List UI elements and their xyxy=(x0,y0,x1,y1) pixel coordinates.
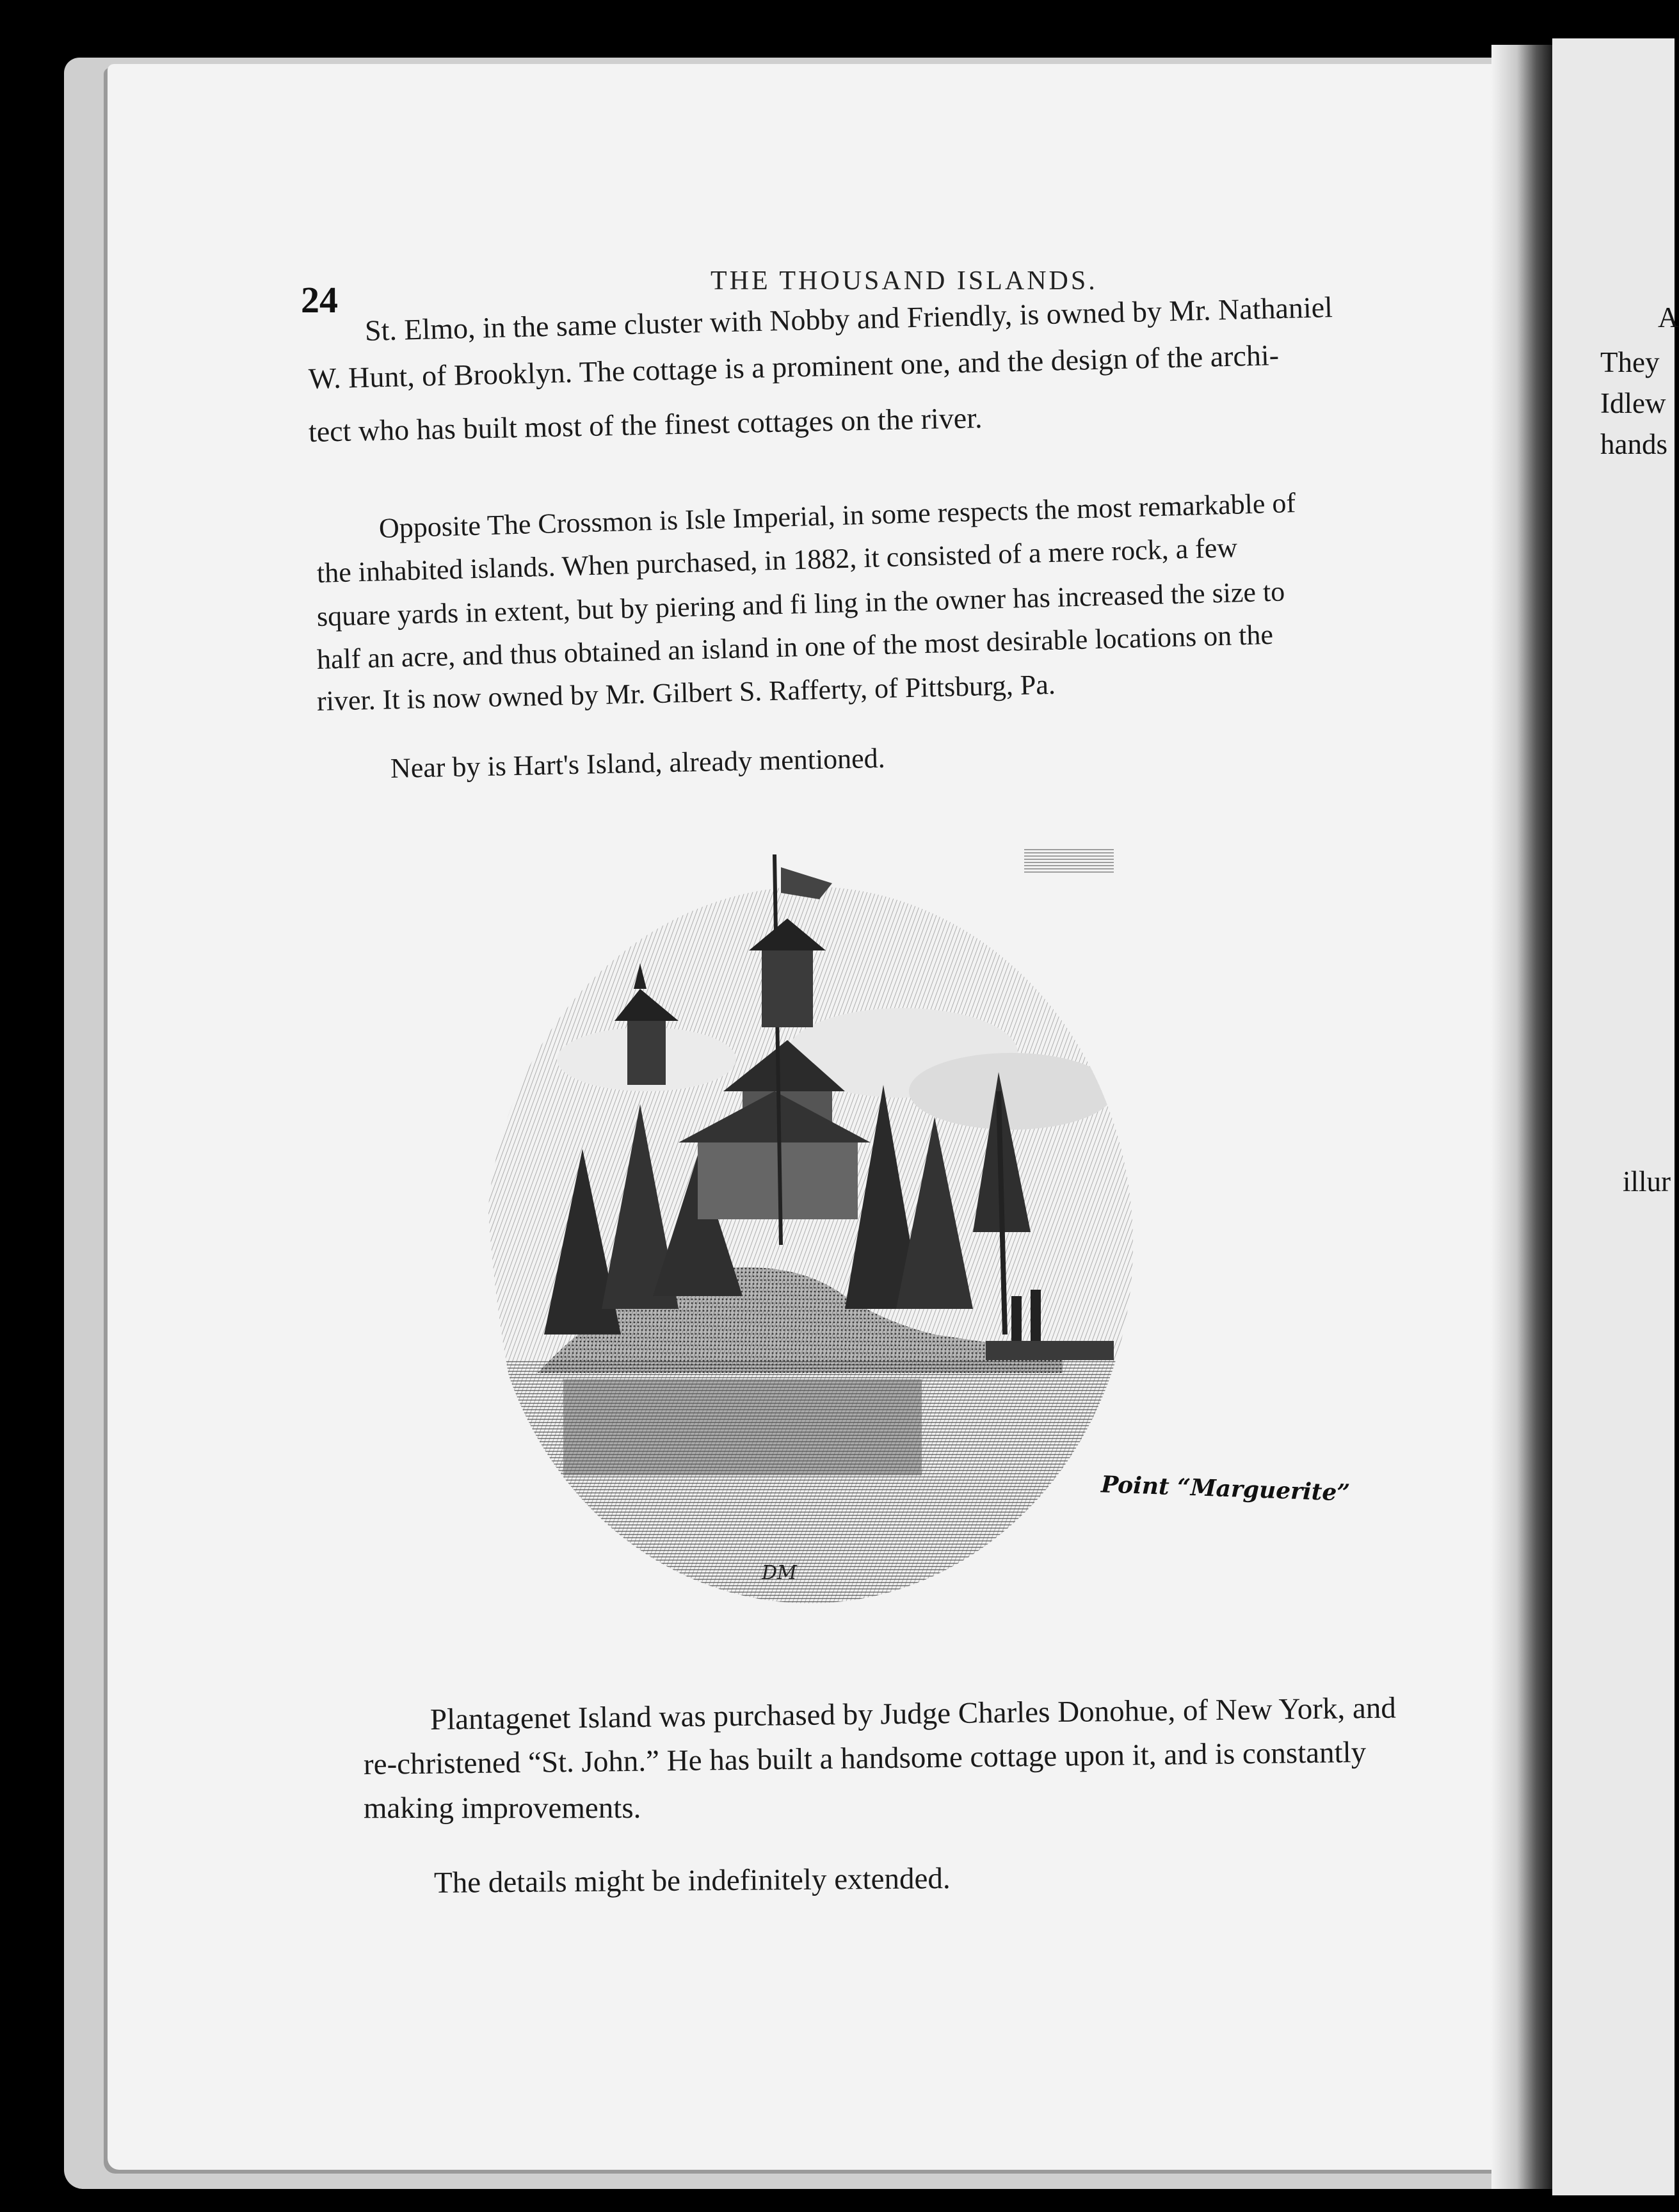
text-line: re-christened “St. John.” He has built a handsome cottage upon it, and is constantly xyxy=(363,1735,1367,1781)
text-line: square yards in extent, but by piering and fi ling in the owner has increased the size to xyxy=(316,575,1285,632)
text-line: St. Elmo, in the same cluster with Nobby and Friendly, is owned by Mr. Nathaniel xyxy=(364,291,1333,347)
text-line: Opposite The Crossmon is Isle Imperial, in some respects the most remarkable of xyxy=(378,487,1296,544)
next-page-fragment: illur xyxy=(1623,1166,1671,1198)
text-line: W. Hunt, of Brooklyn. The cottage is a prominent one, and the design of the archi- xyxy=(308,338,1280,395)
text-line: tect who has built most of the finest cottages on the river. xyxy=(308,401,983,448)
spine-shadow xyxy=(1491,45,1555,2189)
next-page-fragment: They xyxy=(1600,346,1660,378)
page-number: 24 xyxy=(301,279,338,321)
illustrator-monogram: DM xyxy=(762,1562,797,1584)
text-line: Plantagenet Island was purchased by Judge Charles Donohue, of New York, and xyxy=(430,1691,1397,1736)
engraving-point-marguerite xyxy=(486,848,1133,1623)
next-page-fragment: A xyxy=(1658,301,1679,333)
text-line: the inhabited islands. When purchased, in 1882, it consisted of a mere rock, a few xyxy=(316,531,1238,589)
illustration-caption: Point “Marguerite” xyxy=(1100,1471,1351,1507)
text-line: half an acre, and thus obtained an island in one of the most desirable locations on the xyxy=(316,618,1274,675)
text-line: Near by is Hart's Island, already mentioned. xyxy=(390,742,886,784)
next-page-fragment: Idlew xyxy=(1600,387,1666,419)
running-head: THE THOUSAND ISLANDS. xyxy=(711,266,1098,296)
next-page-fragment: hands xyxy=(1600,428,1667,460)
text-line: making improvements. xyxy=(364,1791,641,1825)
text-line: river. It is now owned by Mr. Gilbert S. Rafferty, of Pittsburg, Pa. xyxy=(316,668,1056,717)
text-line: The details might be indefinitely extended. xyxy=(433,1861,951,1900)
